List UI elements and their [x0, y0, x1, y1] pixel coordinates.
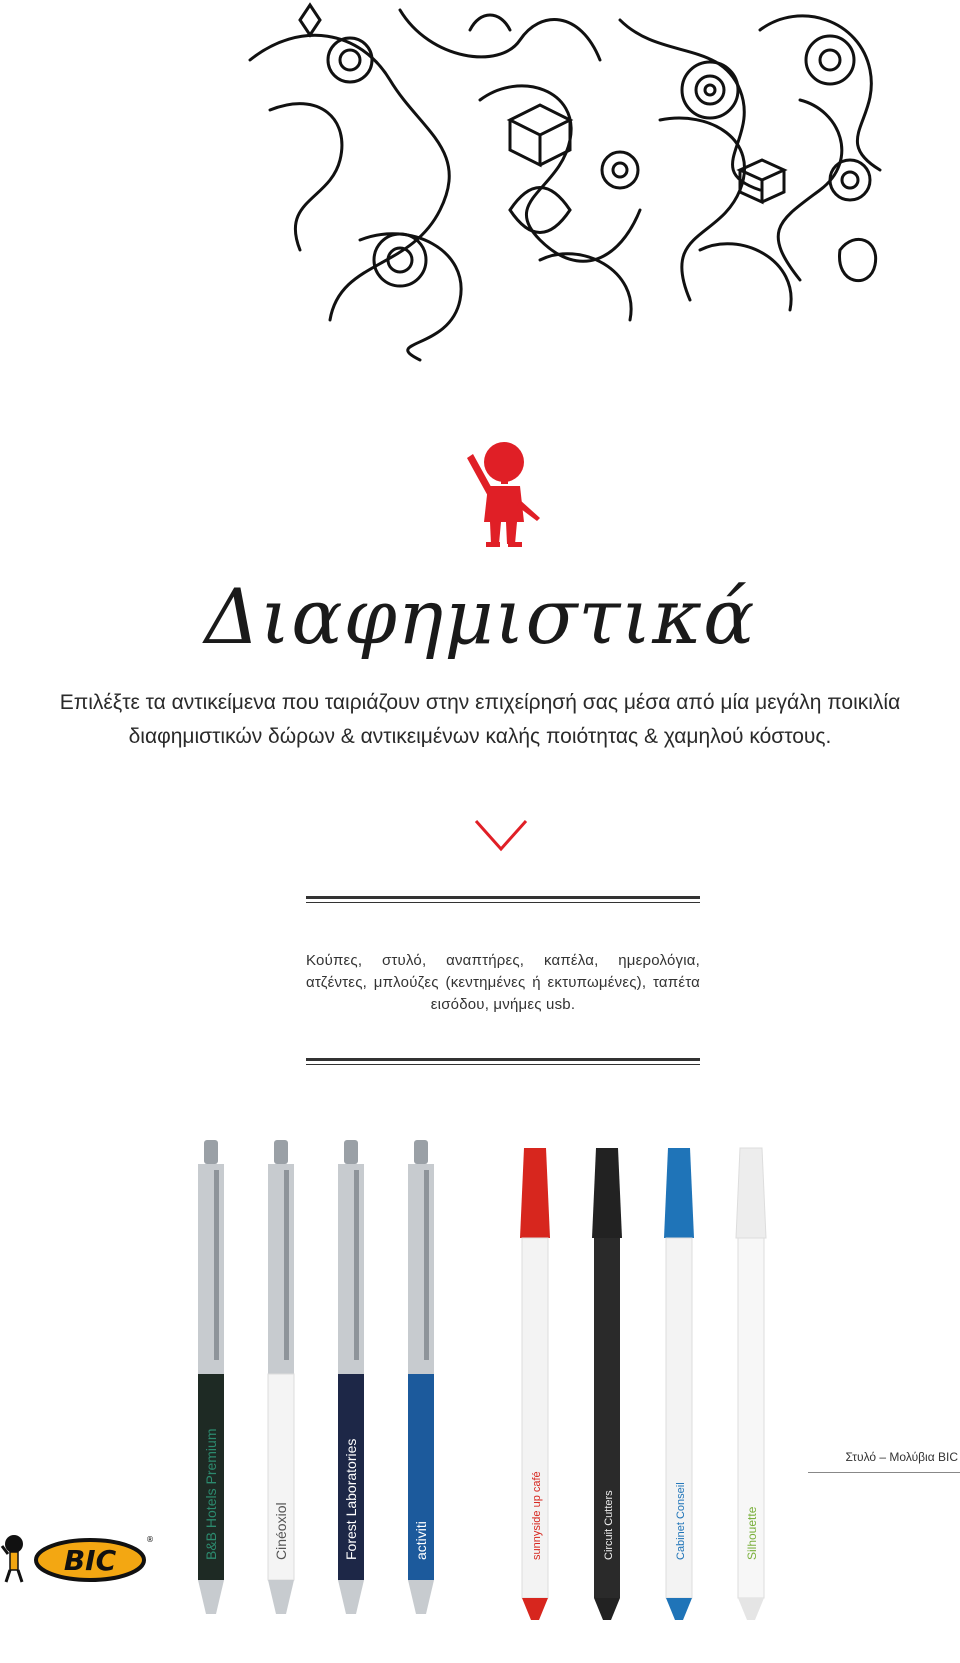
intro-text: Επιλέξτε τα αντικείμενα που ταιριάζουν στην επιχείρησή σας μέσα από μία μεγάλη ποικιλία διαφημιστικών δώρων & αντικειμένων καλής ποιότητας & χαμηλού κόστους. [59, 691, 901, 748]
doodle-illustration [240, 0, 920, 360]
product-caption: Στυλό – Μολύβια BIC [845, 1450, 958, 1464]
pen-print: Forest Laboratories [343, 1438, 359, 1560]
caption-line [808, 1472, 960, 1473]
svg-text:®: ® [146, 1535, 154, 1544]
divider-bottom [306, 1058, 700, 1066]
bic-logo-text: BIC [63, 1544, 117, 1577]
pen-print: activiti [413, 1521, 429, 1560]
pen-print: Cabinet Conseil [675, 1482, 687, 1560]
chevron-down-icon [473, 818, 529, 852]
bic-logo [0, 1530, 154, 1590]
pens-photo [190, 1140, 830, 1620]
mascot-icon [462, 440, 542, 560]
divider-top [306, 896, 700, 904]
pen-print: Circuit Cutters [603, 1490, 615, 1560]
pen-print: Cinéoxiol [273, 1502, 289, 1560]
pen-print: Silhouette [745, 1506, 759, 1560]
page-title: Διαφημιστικά [204, 572, 756, 661]
pen-print: sunnyside up café [531, 1471, 543, 1560]
pen-print: B&B Hotels Premium [203, 1428, 219, 1560]
products-text: Κούπες, στυλό, αναπτήρες, καπέλα, ημερολόγια, ατζέντες, μπλούζες (κεντημένες ή εκτυπωμένες), ταπέτα εισόδου, μνήμες usb. [306, 952, 700, 1013]
